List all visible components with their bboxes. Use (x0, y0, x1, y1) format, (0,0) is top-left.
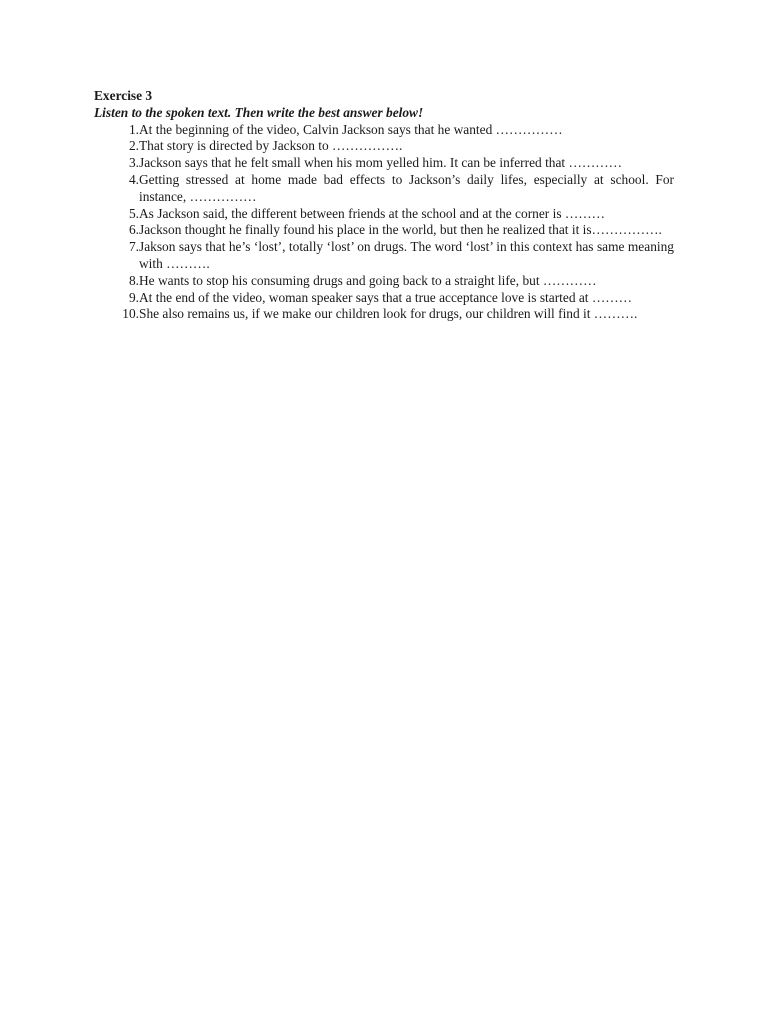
document-page (94, 88, 674, 323)
question-item (94, 222, 674, 239)
exercise-instruction: Listen to the spoken text. Then write the best answer below! (94, 104, 424, 120)
question-text: That story is directed by Jackson to ……………. (139, 138, 403, 154)
question-text: At the end of the video, woman speaker says that a true acceptance love is started at ……… (139, 289, 633, 305)
question-text: Jakson says that he’s ‘lost’, totally ‘lost’ on drugs. The word ‘lost’ in this context has same meaning with ………. (139, 239, 674, 271)
question-number: 5. (128, 205, 139, 221)
question-number: 3. (128, 155, 139, 171)
question-number: 9. (128, 289, 139, 305)
exercise-title: Exercise 3 (94, 88, 153, 103)
question-text: Getting stressed at home made bad effects to Jackson’s daily lifes, especially at school. For instance, …………… (139, 171, 674, 204)
question-number: 10. (122, 306, 139, 322)
question-text: As Jackson said, the different between friends at the school and at the corner is ……… (139, 205, 606, 221)
question-text: Jackson thought he finally found his place in the world, but then he realized that it is……………. (139, 222, 662, 238)
question-list (94, 122, 674, 324)
question-item (94, 122, 674, 139)
question-item (94, 155, 674, 172)
question-number: 2. (128, 138, 139, 154)
question-text: He wants to stop his consuming drugs and going back to a straight life, but ………… (139, 272, 597, 288)
question-item (94, 206, 674, 223)
question-number: 7. (128, 239, 139, 255)
question-item (94, 172, 674, 206)
question-item (94, 290, 674, 307)
question-text: At the beginning of the video, Calvin Jackson says that he wanted …………… (139, 121, 563, 137)
question-text: She also remains us, if we make our children look for drugs, our children will find it ………. (139, 306, 638, 322)
question-number: 1. (128, 121, 139, 137)
question-item (94, 138, 674, 155)
question-item (94, 239, 674, 273)
question-number: 6. (128, 222, 139, 238)
question-number: 8. (128, 272, 139, 288)
question-number: 4. (128, 171, 139, 187)
question-item (94, 273, 674, 290)
question-text: Jackson says that he felt small when his mom yelled him. It can be inferred that ………… (139, 155, 623, 171)
question-item (94, 306, 674, 323)
